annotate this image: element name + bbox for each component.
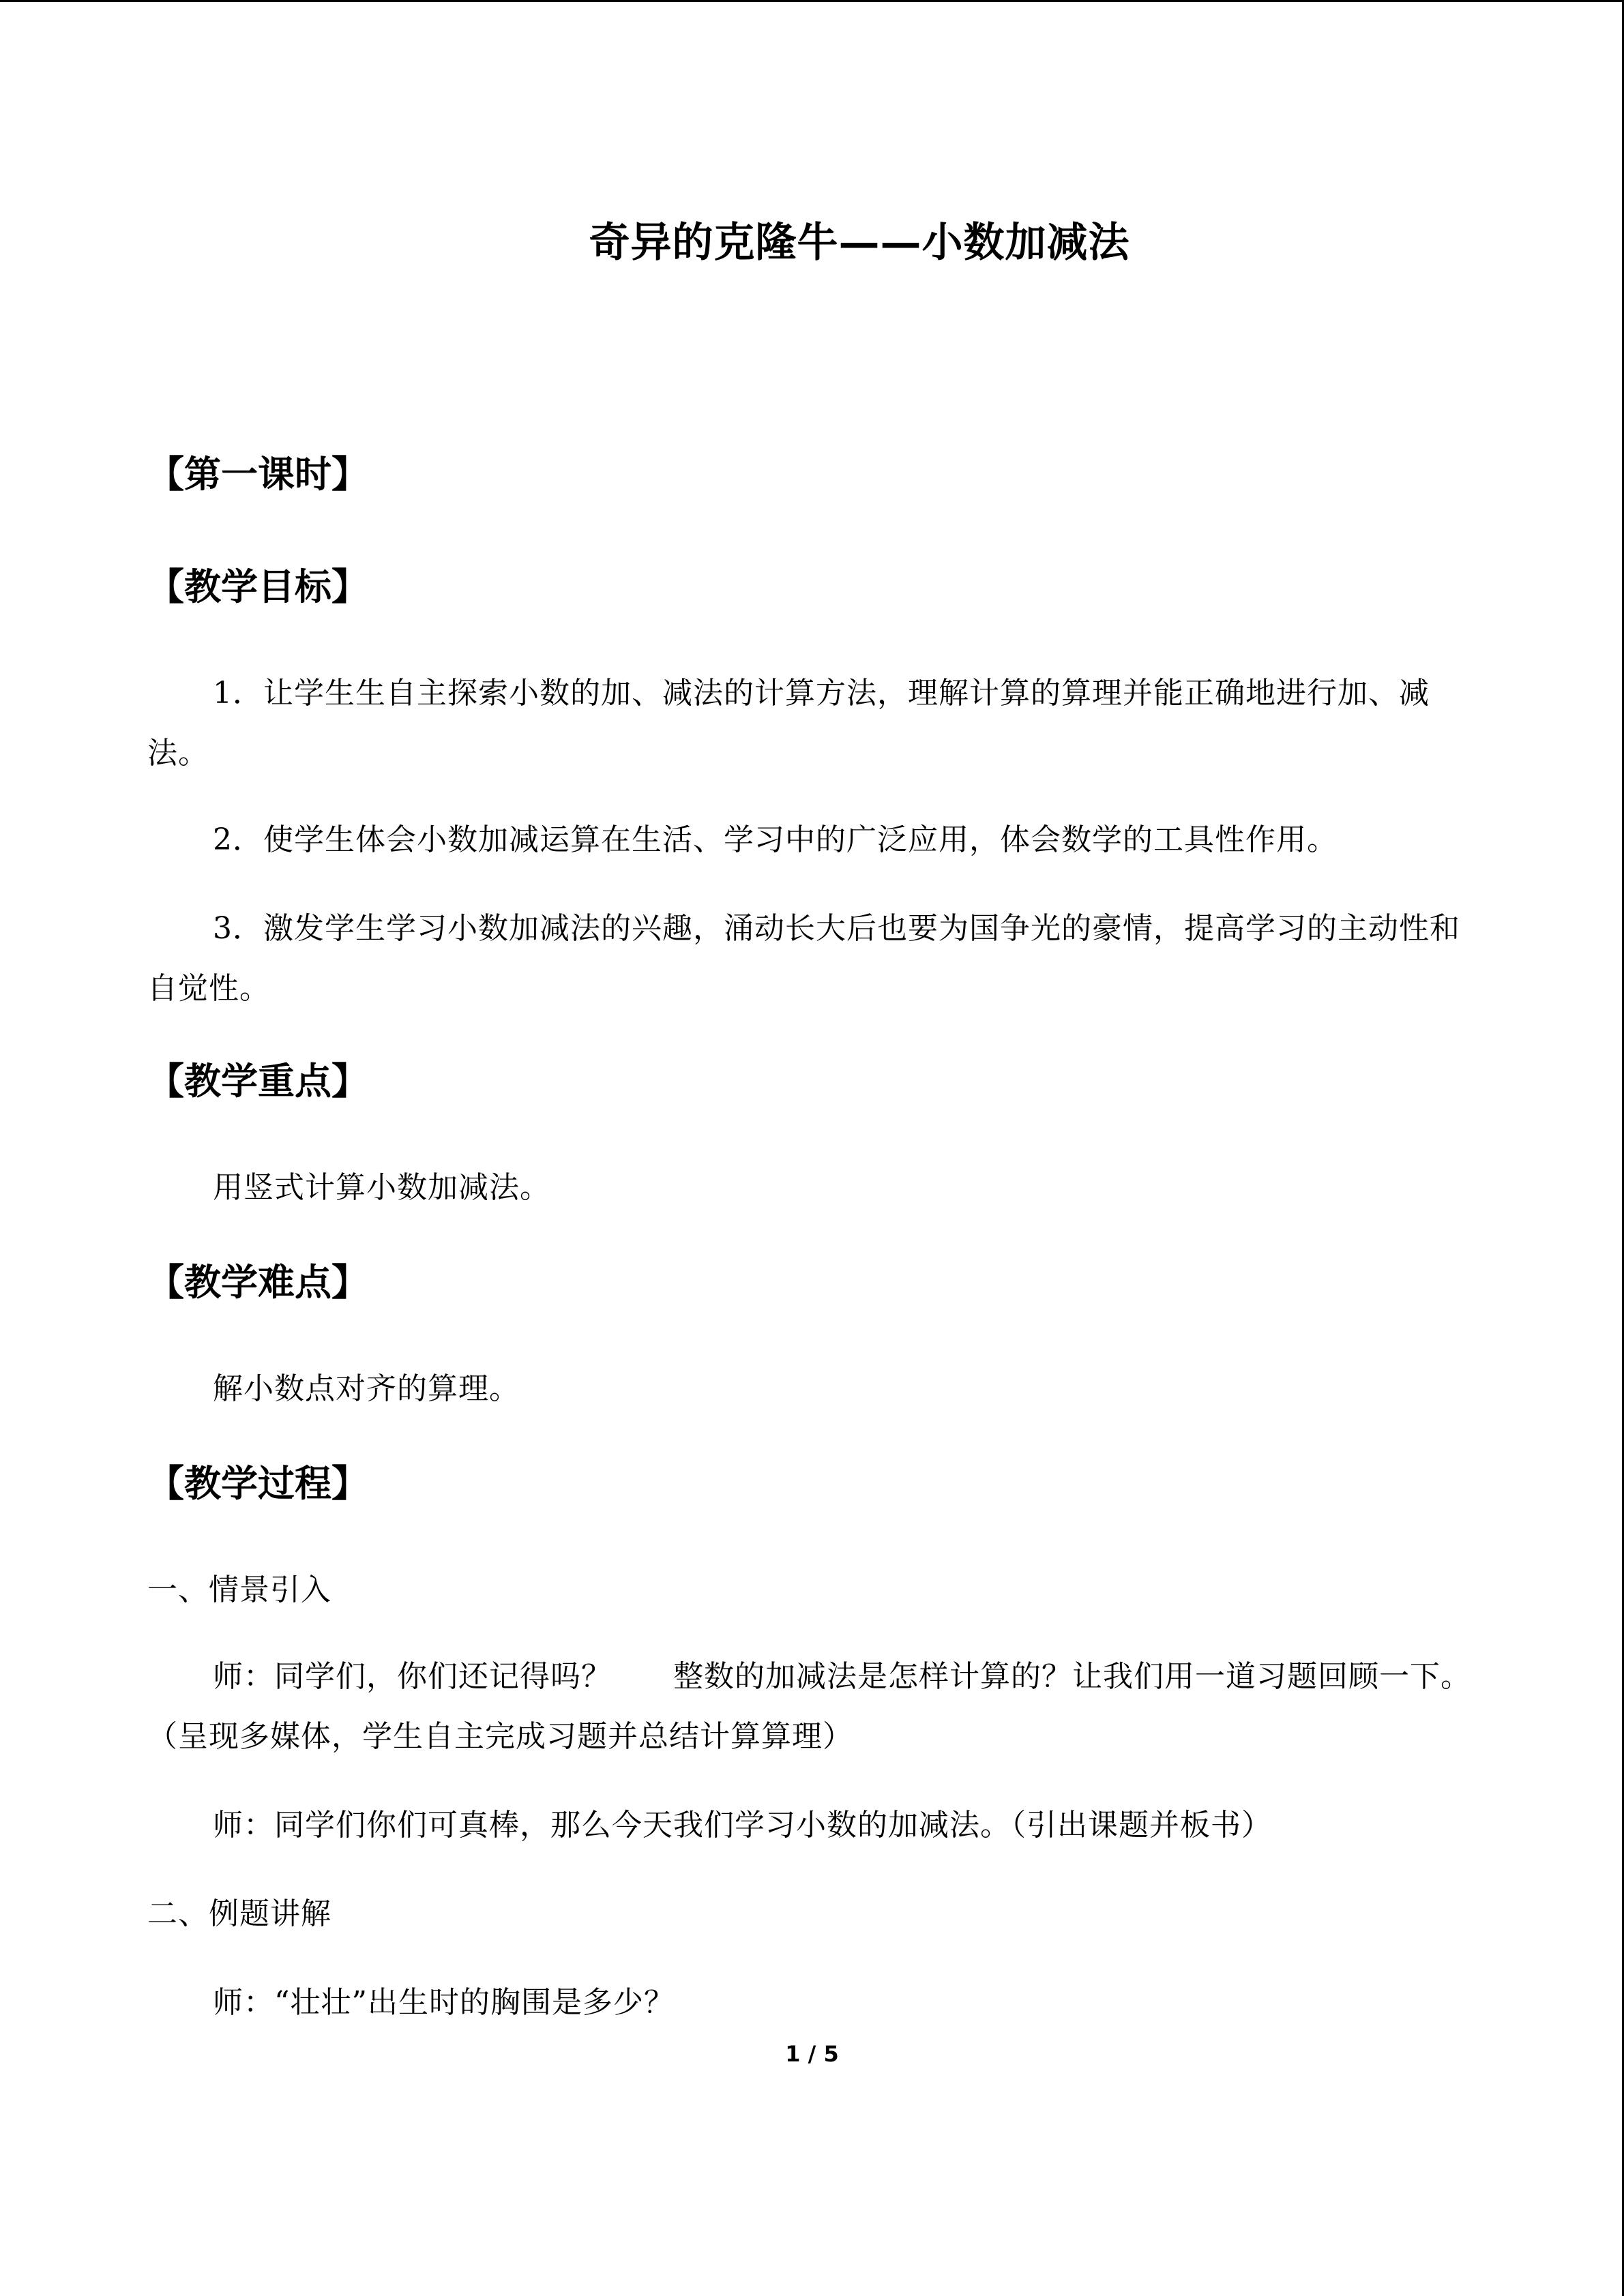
objective-item-2: 2．使学生体会小数加减运算在生活、学习中的广泛应用，体会数学的工具性作用。 [213, 822, 1338, 857]
objective-item-3: 3．激发学生学习小数加减法的兴趣，涌动长大后也要为国争光的豪情，提高学习的主动性和自觉性。 [147, 911, 1460, 1006]
section1-title: 一、情景引入 [147, 1572, 331, 1607]
key-points-heading: 【教学重点】 [147, 1060, 368, 1103]
document-title: 奇异的克隆牛——小数加减法 [589, 219, 1130, 267]
lesson-heading: 【第一课时】 [147, 453, 368, 496]
section2-paragraph-1: 师：“壮壮”出生时的胸围是多少？ [213, 1985, 675, 2020]
difficulty-heading: 【教学难点】 [147, 1261, 368, 1304]
difficulty-text: 解小数点对齐的算理。 [213, 1371, 520, 1406]
objective-item-1: 1．让学生生自主探索小数的加、减法的计算方法，理解计算的算理并能正确地进行加、减法。 [147, 676, 1430, 771]
objectives-heading: 【教学目标】 [147, 565, 368, 608]
section1-paragraph-2: 师：同学们你们可真棒，那么今天我们学习小数的加减法。（引出课题并板书） [213, 1808, 1272, 1843]
page-indicator: 1 / 5 [785, 2041, 839, 2067]
process-heading: 【教学过程】 [147, 1462, 368, 1505]
section1-paragraph-1: 师：同学们，你们还记得吗？ 整数的加减法是怎样计算的？让我们用一道习题回顾一下。（呈现多媒体，学生自主完成习题并总结计算算理） [147, 1659, 1471, 1754]
section2-title: 二、例题讲解 [147, 1896, 331, 1931]
key-points-text: 用竖式计算小数加减法。 [213, 1170, 550, 1205]
